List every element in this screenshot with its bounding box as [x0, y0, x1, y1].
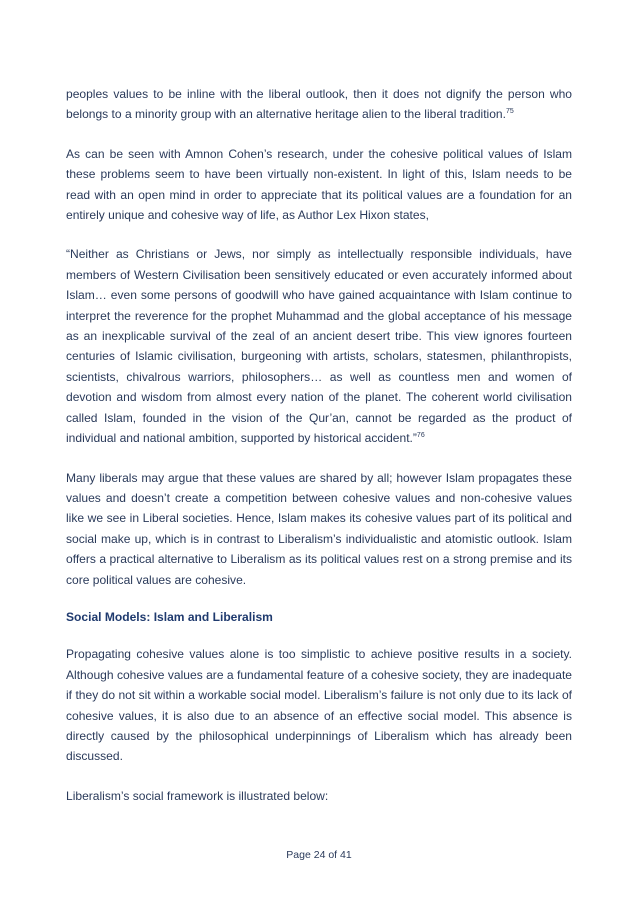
paragraph-social-framework: Liberalism’s social framework is illustrated below:: [66, 788, 329, 803]
paragraph-liberal-argument: Many liberals may argue that these values are shared by all; however Islam propagates these values and doesn’t create a competition between cohesive values and non-cohesive values like we see in Liberal societies. Hence, Islam makes its cohesive values part of its political and social make up, which is in contrast to Liberalism’s individualistic and atomistic outlook. Islam offers a practical alternative to Liberalism as its political values rest on a strong premise and its core political values are cohesive.: [66, 470, 572, 587]
paragraph-lex-hixon-quote: “Neither as Christians or Jews, nor simply as intellectually responsible individuals, have members of Western Civilisation been sensitively educated or even accurately informed about Islam… even some persons of goodwill who have gained acquaintance with Islam continue to interpret the reverence for the prophet Muhammad and the global acceptance of his message as an inexplicable survival of the zeal of an ancient desert tribe. This view ignores fourteen centuries of Islamic civilisation, burgeoning with artists, scholars, statesmen, philanthropists, scientists, chivalrous warriors, philosophers… as well as countless men and women of devotion and wisdom from almost every nation of the planet. The coherent world civilisation called Islam, founded in the vision of the Qur’an, cannot be regarded as the product of individual and national ambition, supported by historical accident.”$^{76}$: [66, 247, 572, 446]
section-heading: Social Models: Islam and Liberalism: [66, 609, 273, 624]
page-number: Page 24 of 41: [286, 849, 352, 861]
footnote-ref-75: 75: [505, 108, 514, 116]
footnote-ref-76: 76: [416, 432, 425, 440]
paragraph-cohesive-values: Propagating cohesive values alone is too simplistic to achieve positive results in a society. Although cohesive values are a fundamental feature of a cohesive society, they are inadequate if they do not sit within a workable social model. Liberalism’s failure is not only due to its lack of cohesive values, it is also due to an absence of an effective social model. This absence is directly caused by the philosophical underpinnings of Liberalism which has already been discussed.: [66, 647, 572, 764]
paragraph-continued: peoples values to be inline with the liberal outlook, then it does not dignify the person who belongs to a minority group with an alternative heritage alien to the liberal tradition.$^{75}$: [66, 87, 572, 122]
paragraph-amnon-cohen: As can be seen with Amnon Cohen’s research, under the cohesive political values of Islam these problems seem to have been virtually non-existent. In light of this, Islam needs to be read with an open mind in order to appreciate that its political values are a foundation for an entirely unique and cohesive way of life, as Author Lex Hixon states,: [66, 146, 572, 223]
